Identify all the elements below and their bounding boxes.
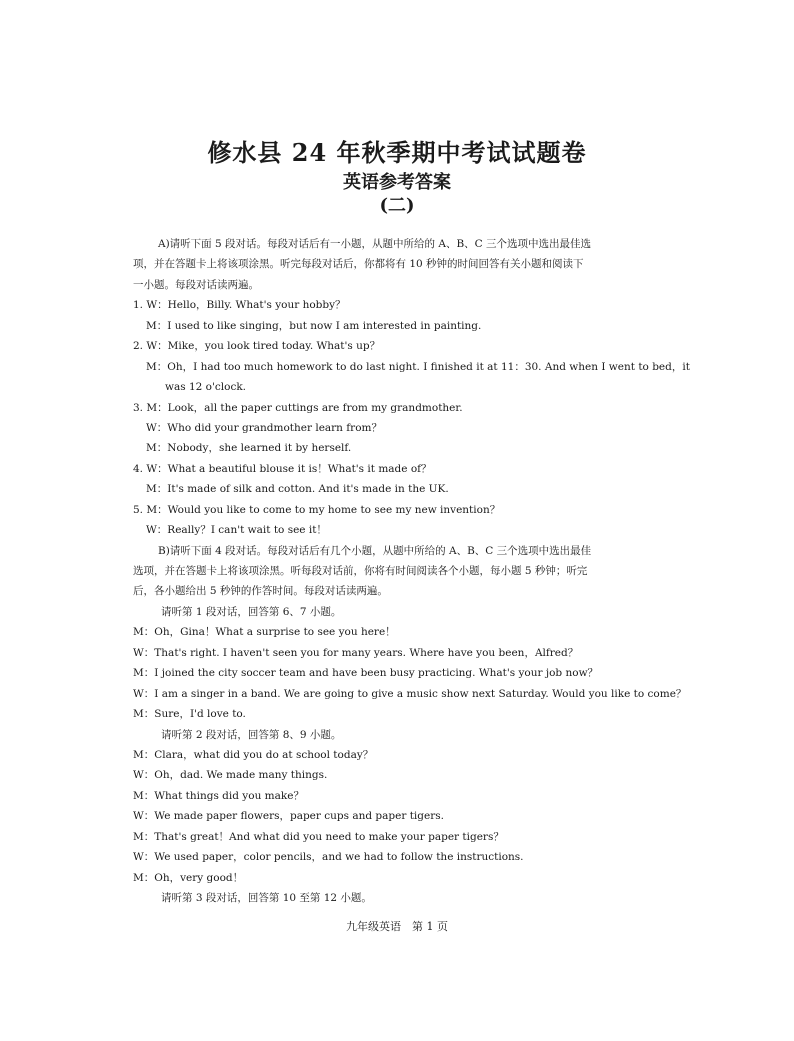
document-part-number: (二) [379, 195, 415, 216]
dialogue-line: M：It's made of silk and cotton. And it's made in the UK. [146, 483, 449, 496]
dialogue-line: was 12 o'clock. [165, 381, 247, 394]
dialogue-line: W：I am a singer in a band. We are going to give a music show next Saturday. Would you like to come？ [133, 687, 687, 700]
dialogue-line: 5. M：Would you like to come to my home to see my new invention？ [133, 503, 501, 516]
dialogue-line: 4. W：What a beautiful blouse it is！What's it made of？ [133, 462, 432, 475]
dialogue-line: 3. M：Look，all the paper cuttings are from my grandmother. [133, 401, 463, 414]
dialogue-line: M：That's great！And what did you need to make your paper tigers？ [133, 830, 504, 843]
dialogue-line: W：That's right. I haven't seen you for many years. Where have you been，Alfred？ [133, 646, 579, 659]
dialogue-line: W：We made paper flowers，paper cups and paper tigers. [133, 810, 444, 823]
passage-prompt: 请听第 2 段对话，回答第 8、9 小题。 [161, 728, 342, 741]
section-a-instruction-line: A)请听下面 5 段对话。每段对话后有一小题，从题中所给的 A、B、C 三个选项中选出最佳选 [158, 238, 592, 250]
section-a-instruction-line: 一小题。每段对话读两遍。 [133, 278, 259, 291]
passage-prompt: 请听第 1 段对话，回答第 6、7 小题。 [161, 605, 342, 618]
dialogue-line: 1. W：Hello，Billy. What's your hobby？ [133, 299, 346, 312]
document-title: 修水县 24 年秋季期中考试试题卷 [207, 138, 587, 167]
document-subtitle: 英语参考答案 [343, 172, 451, 193]
dialogue-line: M：Oh，I had too much homework to do last night. I finished it at 11：30. And when I went to bed，it [146, 360, 690, 373]
section-b-instruction-line: 选项，并在答题卡上将该项涂黑。听每段对话前，你将有时间阅读各个小题，每小题 5 秒钟；听完 [133, 565, 588, 577]
dialogue-line: M：I joined the city soccer team and have been busy practicing. What's your job now？ [133, 667, 599, 680]
section-b-instruction-line: 后，各小题给出 5 秒钟的作答时间。每段对话读两遍。 [133, 585, 388, 598]
dialogue-line: M：Clara，what did you do at school today？ [133, 748, 374, 761]
dialogue-line: W：Really？I can't wait to see it！ [146, 524, 327, 537]
dialogue-line: M：I used to like singing，but now I am interested in painting. [146, 319, 482, 332]
answer-content [133, 234, 690, 908]
dialogue-line: W：We used paper，color pencils，and we had to follow the instructions. [133, 851, 524, 864]
dialogue-line: M：Oh，Gina！What a surprise to see you here！ [133, 626, 396, 639]
dialogue-line: W：Who did your grandmother learn from？ [146, 421, 382, 434]
dialogue-line: M：Sure，I'd love to. [133, 708, 246, 721]
dialogue-line: M：What things did you make？ [133, 789, 304, 802]
section-b-instruction-line: B)请听下面 4 段对话。每段对话后有几个小题，从题中所给的 A、B、C 三个选项中选出最佳 [158, 544, 592, 557]
page-footer: 九年级英语 第 1 页 [346, 920, 448, 933]
dialogue-line: M：Oh，very good！ [133, 871, 244, 884]
dialogue-line: W：Oh，dad. We made many things. [133, 769, 328, 782]
dialogue-line: M：Nobody，she learned it by herself. [146, 442, 352, 455]
section-a-instruction-line: 项，并在答题卡上将该项涂黑。听完每段对话后，你都将有 10 秒钟的时间回答有关小题和阅读下 [133, 258, 584, 271]
dialogue-line: 2. W：Mike，you look tired today. What's up？ [133, 340, 381, 353]
passage-prompt: 请听第 3 段对话，回答第 10 至第 12 小题。 [161, 892, 372, 904]
